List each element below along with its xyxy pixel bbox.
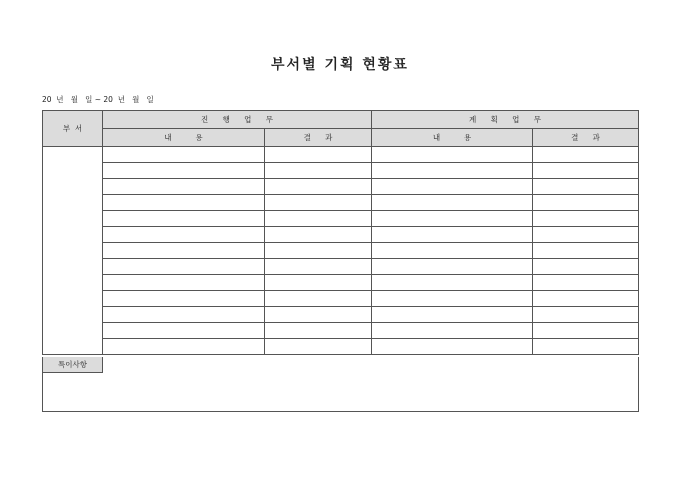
planned-result-cell[interactable] [533, 163, 639, 179]
current-result-cell[interactable] [265, 227, 372, 243]
planned-result-cell[interactable] [533, 179, 639, 195]
current-result-cell[interactable] [265, 243, 372, 259]
planned-result-cell[interactable] [533, 259, 639, 275]
table-row [43, 195, 639, 211]
planned-result-cell[interactable] [533, 291, 639, 307]
table-row [43, 243, 639, 259]
dept-cell[interactable] [43, 147, 103, 355]
planned-result-cell[interactable] [533, 195, 639, 211]
current-result-cell[interactable] [265, 195, 372, 211]
planned-content-cell[interactable] [372, 147, 533, 163]
planned-result-cell[interactable] [533, 339, 639, 355]
table-row [43, 275, 639, 291]
table-row [43, 339, 639, 355]
planned-content-cell[interactable] [372, 211, 533, 227]
current-content-cell[interactable] [103, 323, 265, 339]
table-row [43, 211, 639, 227]
planned-content-cell[interactable] [372, 179, 533, 195]
current-content-cell[interactable] [103, 259, 265, 275]
current-content-header: 내 용 [103, 129, 265, 147]
current-content-cell[interactable] [103, 275, 265, 291]
planned-content-cell[interactable] [372, 307, 533, 323]
planned-result-cell[interactable] [533, 323, 639, 339]
status-table [42, 110, 639, 355]
planned-content-cell[interactable] [372, 323, 533, 339]
planned-content-cell[interactable] [372, 163, 533, 179]
table-row [43, 323, 639, 339]
table-row [43, 307, 639, 323]
current-content-cell[interactable] [103, 211, 265, 227]
planned-content-cell[interactable] [372, 275, 533, 291]
planned-content-cell[interactable] [372, 195, 533, 211]
current-content-cell[interactable] [103, 195, 265, 211]
planned-result-cell[interactable] [533, 275, 639, 291]
planned-result-cell[interactable] [533, 147, 639, 163]
planned-result-cell[interactable] [533, 211, 639, 227]
table-row [43, 147, 639, 163]
table-row [43, 163, 639, 179]
current-result-cell[interactable] [265, 275, 372, 291]
remarks-label: 특이사항 [43, 357, 103, 373]
period-line: 20 년 월 일 ~ 20 년 월 일 [42, 95, 154, 104]
planned-result-cell[interactable] [533, 307, 639, 323]
current-result-cell[interactable] [265, 163, 372, 179]
planned-content-cell[interactable] [372, 339, 533, 355]
current-result-cell[interactable] [265, 307, 372, 323]
planned-content-cell[interactable] [372, 227, 533, 243]
table-row [43, 291, 639, 307]
planned-content-cell[interactable] [372, 243, 533, 259]
current-content-cell[interactable] [103, 179, 265, 195]
current-result-cell[interactable] [265, 179, 372, 195]
table-row [43, 259, 639, 275]
current-content-cell[interactable] [103, 291, 265, 307]
planned-work-header: 계 획 업 무 [372, 111, 639, 129]
current-content-cell[interactable] [103, 163, 265, 179]
current-work-header: 진 행 업 무 [103, 111, 372, 129]
dept-header: 부 서 [43, 111, 103, 147]
planned-content-cell[interactable] [372, 259, 533, 275]
planned-result-header: 결 과 [533, 129, 639, 147]
current-content-cell[interactable] [103, 227, 265, 243]
current-content-cell[interactable] [103, 307, 265, 323]
current-result-cell[interactable] [265, 211, 372, 227]
current-content-cell[interactable] [103, 147, 265, 163]
planned-content-header: 내 용 [372, 129, 533, 147]
current-result-cell[interactable] [265, 323, 372, 339]
current-content-cell[interactable] [103, 339, 265, 355]
planned-result-cell[interactable] [533, 243, 639, 259]
current-result-cell[interactable] [265, 291, 372, 307]
planned-content-cell[interactable] [372, 291, 533, 307]
header-row-1 [43, 111, 639, 129]
table-row [43, 227, 639, 243]
current-content-cell[interactable] [103, 243, 265, 259]
planned-result-cell[interactable] [533, 227, 639, 243]
current-result-header: 결 과 [265, 129, 372, 147]
header-row-2 [43, 129, 639, 147]
page-title: 부서별 기획 현황표 [271, 57, 409, 73]
current-result-cell[interactable] [265, 147, 372, 163]
remarks-box[interactable] [42, 357, 639, 412]
current-result-cell[interactable] [265, 259, 372, 275]
current-result-cell[interactable] [265, 339, 372, 355]
table-row [43, 179, 639, 195]
